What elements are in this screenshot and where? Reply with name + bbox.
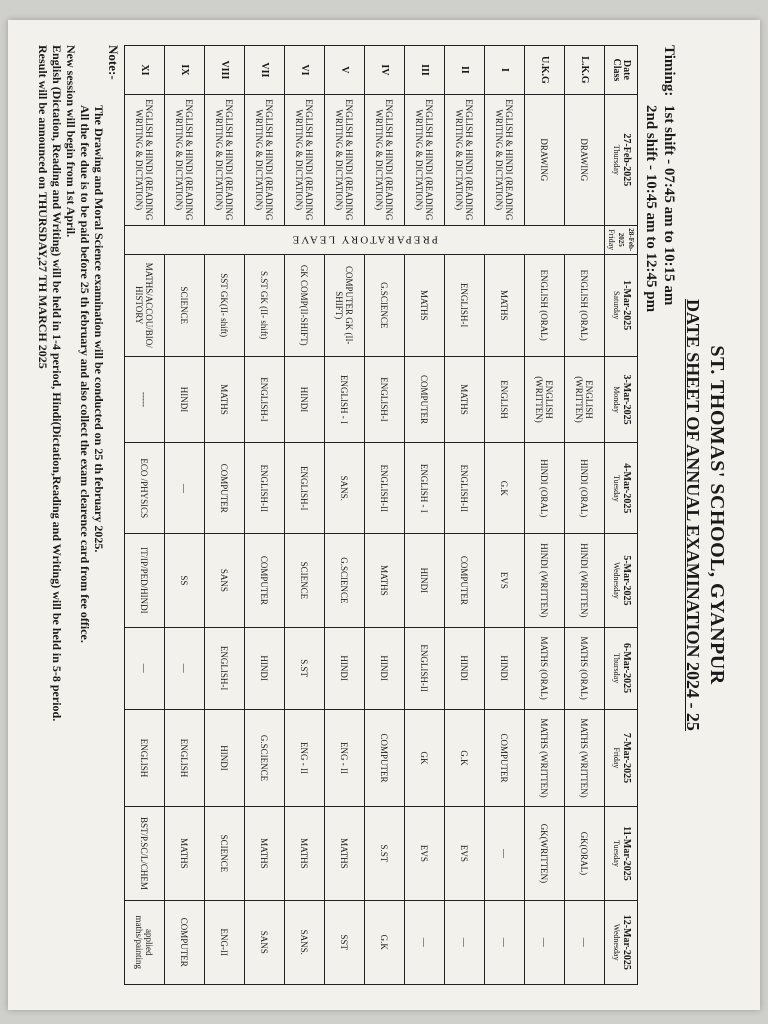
table-row [485,46,525,985]
subject-cell: ENGLISH (WRITTEN) [565,356,605,443]
class-cell: XI [125,46,165,95]
note-line: Result will be announced on THURSDAY,27 TH MARCH 2025 [36,45,50,369]
subject-cell: MATHS [245,807,285,900]
column-day: Friday [607,229,616,251]
column-date: 7-Mar-2025 [621,732,632,784]
subject-cell: IT/IP/PED/HINDI [125,534,165,627]
subject-cell: MATHS (WRITTEN) [525,709,565,807]
subject-cell: SST [325,900,365,984]
subject-cell: GK [405,709,445,807]
subject-cell: EVS [485,534,525,627]
column-date: 3-Mar-2025 [621,374,632,425]
subject-cell: S.ST GK (II- shift) [245,254,285,356]
table-row [205,46,245,985]
column-day: Tuesday [612,840,621,867]
subject-cell: GK(ORAL) [565,807,605,900]
subject-cell: ENGLISH - I [325,356,365,443]
note-line: The Drawing and Moral Science examination will be conducted on 25 th february 2025. [92,105,106,553]
notes-section [36,45,120,985]
date-column-header [605,94,638,225]
subject-cell: COMPUTER [205,443,245,534]
subject-cell: ENGLISH [165,709,205,807]
subject-cell: SANS [245,900,285,984]
subject-cell: HINDI [365,627,405,709]
subject-cell: ENG - II [285,709,325,807]
column-day: Friday [612,747,621,769]
note-line: All the fee due is to be paid before 25 th february and also collect the exam clearence card from fee office. [78,105,92,643]
subject-cell: MATHS [285,807,325,900]
subject-cell: HINDI [245,627,285,709]
subject-cell: ENGLISH-I [365,356,405,443]
subject-cell: MATHS/ACCOU/BIO/ HISTORY [125,254,165,356]
timing-shift-1: 1st shift - 07:45 am to 10:15 am [661,105,677,306]
subject-cell: SCIENCE [205,807,245,900]
subject-cell: MATHS (ORAL) [525,627,565,709]
timing-label: Timing: [661,45,677,97]
subject-cell: MATHS (WRITTEN) [565,709,605,807]
subject-cell: MATHS [485,254,525,356]
paper-sheet [8,20,760,1010]
subject-cell: ENG-II [205,900,245,984]
column-date: 4-Mar-2025 [621,463,632,514]
subject-cell: HINDI [405,534,445,627]
subject-cell: HINDI (ORAL) [525,443,565,534]
date-header-label: Date [621,59,632,80]
column-day: Tuesday [612,474,621,502]
column-day: Wednesday [612,923,621,961]
class-cell: V [325,46,365,95]
class-cell: IX [165,46,205,95]
subject-cell: HINDI [485,627,525,709]
table-row [565,46,605,985]
subject-cell: SST GK(II- shift) [205,254,245,356]
class-cell: I [485,46,525,95]
preparatory-leave-label: PREPARATORY LEAVE [290,233,439,246]
subject-cell: BST/P.SC/L/CHEM [125,807,165,900]
subject-cell: ENGLISH-II [405,627,445,709]
note-line: New session will begin from 1st April. [64,45,78,238]
table-row [405,46,445,985]
column-day: Thursday [612,144,621,175]
subject-cell: SANS. [285,900,325,984]
subject-cell: HINDI (WRITTEN) [565,534,605,627]
table-row [245,46,285,985]
subject-cell: GK COMP(II-SHIFT) [285,254,325,356]
class-cell: VII [245,46,285,95]
subject-cell: ENGLISH & HINDI (READING WRITING & DICTATION) [125,94,165,225]
subject-cell: ENGLISH-I [205,627,245,709]
date-column-header [605,254,638,356]
corner-header [605,46,638,95]
subject-cell: — [165,627,205,709]
date-column-header [605,356,638,443]
subject-cell: SCIENCE [285,534,325,627]
subject-cell: applied maths/painting [125,900,165,984]
subject-cell: COMPUTER [485,709,525,807]
subject-cell: G.K [365,900,405,984]
subject-cell: S.ST [365,807,405,900]
subject-cell: ENG - II [325,709,365,807]
subject-cell: — [405,900,445,984]
subject-cell: HINDI (ORAL) [565,443,605,534]
subject-cell: ENGLISH (ORAL) [565,254,605,356]
table-row [125,46,165,985]
subject-cell: ENGLISH & HINDI (READING WRITING & DICTATION) [205,94,245,225]
table-row [325,46,365,985]
column-date: 6-Mar-2025 [621,643,632,694]
subject-cell: — [565,900,605,984]
subject-cell: G.K [485,443,525,534]
subject-cell: SCIENCE [165,254,205,356]
date-column-header [605,900,638,984]
subject-cell: HINDI (WRITTEN) [525,534,565,627]
table-row [285,46,325,985]
subject-cell: — [125,627,165,709]
date-column-header [605,443,638,534]
date-sheet [34,35,734,995]
subject-cell: ENGLISH & HINDI (READING WRITING & DICTATION) [285,94,325,225]
subject-cell: ENGLISH - I [405,443,445,534]
column-day: Saturday [612,290,621,320]
document-title: DATE SHEET OF ANNUAL EXAMINATION 2024 - 25 [683,299,703,731]
column-date: 28-Feb-2025 [617,228,635,252]
subject-cell: ENGLISH & HINDI (READING WRITING & DICTATION) [325,94,365,225]
date-column-header [605,709,638,807]
class-cell: U.K.G [525,46,565,95]
class-cell: VIII [205,46,245,95]
subject-cell: EVS [405,807,445,900]
header-row [605,46,638,985]
subject-cell: ENGLISH & HINDI (READING WRITING & DICTATION) [245,94,285,225]
column-date: 11-Mar-2025 [621,826,632,881]
table-row [445,46,485,985]
timing-block [642,45,678,985]
date-column-header [605,807,638,900]
subject-cell: — [445,900,485,984]
timing-shift-2: 2nd shift - 10:45 am to 12:45 pm [643,105,659,313]
column-date: 27-Feb-2025 [621,133,632,187]
subject-cell: ENGLISH-II [445,443,485,534]
subject-cell: HINDI [445,627,485,709]
class-cell: III [405,46,445,95]
table-row [165,46,205,985]
subject-cell: ENGLISH & HINDI (READING WRITING & DICTATION) [485,94,525,225]
column-day: Monday [612,386,621,413]
subject-cell: HINDI [205,709,245,807]
note-line: English (Dictation, Reading and Writing) will be held in 1-4 period, Hindi(Dictation,Reading and Writing) will be held in 5-8 period. [50,45,64,722]
date-column-header [605,534,638,627]
subject-cell: SANS [205,534,245,627]
subject-cell: EVS [445,807,485,900]
subject-cell: HINDI [285,356,325,443]
subject-cell: COMPUTER GK (II- SHIFT) [325,254,365,356]
subject-cell: G.SCIENCE [325,534,365,627]
preparatory-leave-cell [125,225,605,254]
column-day: Wednesday [612,562,621,599]
subject-cell: ----- [125,356,165,443]
class-cell: L.K.G [565,46,605,95]
subject-cell: ENGLISH [125,709,165,807]
subject-cell: MATHS [445,356,485,443]
subject-cell: DRAWING [525,94,565,225]
subject-cell: ENGLISH-I [245,356,285,443]
subject-cell: MATHS [365,534,405,627]
subject-cell: ECO /PHYSICS [125,443,165,534]
subject-cell: MATHS [205,356,245,443]
subject-cell: SS [165,534,205,627]
subject-cell: — [525,900,565,984]
column-date: 5-Mar-2025 [621,555,632,606]
subject-cell: COMPUTER [445,534,485,627]
class-header-label: Class [611,58,622,82]
subject-cell: MATHS [405,254,445,356]
subject-cell: SANS. [325,443,365,534]
subject-cell: G.SCIENCE [365,254,405,356]
notes-label: Note:- [106,45,121,80]
class-cell: IV [365,46,405,95]
subject-cell: ENGLISH & HINDI (READING WRITING & DICTATION) [165,94,205,225]
subject-cell: ENGLISH & HINDI (READING WRITING & DICTATION) [445,94,485,225]
subject-cell: GK(WRITTEN) [525,807,565,900]
subject-cell: ENGLISH & HINDI (READING WRITING & DICTATION) [365,94,405,225]
date-column-header [605,627,638,709]
class-cell: VI [285,46,325,95]
subject-cell: G.K [445,709,485,807]
subject-cell: ENGLISH-II [245,443,285,534]
exam-schedule-table [124,45,638,985]
subject-cell: ENGLISH-I [445,254,485,356]
subject-cell: DRAWING [565,94,605,225]
date-column-header [605,225,638,254]
school-name: ST. THOMAS' SCHOOL, GYANPUR [706,345,728,685]
subject-cell: — [165,443,205,534]
subject-cell: COMPUTER [365,709,405,807]
subject-cell: ENGLISH & HINDI (READING WRITING & DICTATION) [405,94,445,225]
subject-cell: MATHS (ORAL) [565,627,605,709]
subject-cell: HINDI [165,356,205,443]
subject-cell: ENGLISH-I [285,443,325,534]
subject-cell: — [485,900,525,984]
subject-cell: — [485,807,525,900]
column-day: Thursday [612,652,621,684]
column-date: 1-Mar-2025 [621,280,632,331]
subject-cell: ENGLISH (WRITTEN) [525,356,565,443]
subject-cell: HINDI [325,627,365,709]
subject-cell: G.SCIENCE [245,709,285,807]
subject-cell: COMPUTER [165,900,205,984]
table-row [365,46,405,985]
subject-cell: COMPUTER [405,356,445,443]
subject-cell: MATHS [165,807,205,900]
table-row [525,46,565,985]
subject-cell: S.ST [285,627,325,709]
subject-cell: COMPUTER [245,534,285,627]
subject-cell: ENGLISH [485,356,525,443]
class-cell: II [445,46,485,95]
subject-cell: MATHS [325,807,365,900]
subject-cell: ENGLISH (ORAL) [525,254,565,356]
subject-cell: ENGLISH-II [365,443,405,534]
column-date: 12-Mar-2025 [621,914,632,970]
